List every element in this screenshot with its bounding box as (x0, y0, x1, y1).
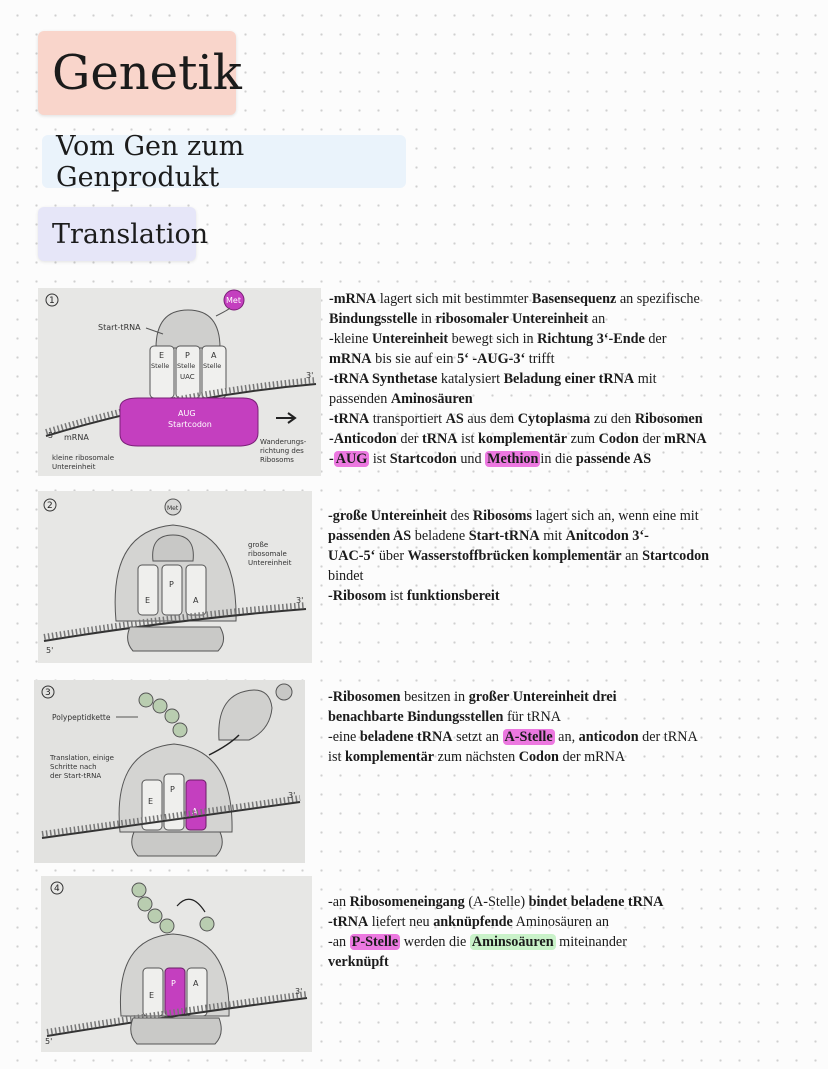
text: an (588, 311, 606, 327)
mrna-3-prime: 3' (296, 596, 304, 605)
term: komplementär (477, 431, 568, 447)
a-site-box (186, 565, 206, 615)
text: zum nächsten (434, 749, 519, 765)
text-1-line-6 (329, 389, 824, 409)
large-subunit-label-3: Untereinheit (248, 559, 292, 567)
incoming-trna-shape (219, 690, 272, 740)
a-site-letter: A (192, 807, 198, 816)
text: miteinander (555, 934, 627, 950)
text: werden die (400, 934, 470, 950)
term: Untereinheit (370, 508, 447, 524)
page-title-text: Genetik (52, 45, 242, 101)
term: Wasserstoffbrücken komplementär (407, 548, 622, 564)
term: passende AS (575, 451, 652, 467)
p-stelle-label: Stelle (177, 362, 196, 370)
figure-1-number: 1 (49, 296, 55, 306)
text-4-line-4 (328, 952, 824, 972)
text: besitzen in (400, 689, 469, 705)
term: anknüpfende (433, 914, 513, 930)
highlight-methionin: Methion (487, 451, 539, 467)
term: mRNA (664, 431, 707, 447)
term: Ribosoms (472, 508, 533, 524)
amino-acid-icon (139, 693, 153, 707)
text: in (417, 311, 436, 327)
text-1-line-9 (329, 449, 824, 469)
start-trna-shape (153, 535, 194, 561)
text: -eine (328, 729, 360, 745)
term: -tRNA (328, 914, 369, 930)
text: setzt an (452, 729, 503, 745)
text: aus dem (463, 411, 518, 427)
start-trna-label: Start-tRNA (98, 323, 141, 332)
text: beladene (411, 528, 469, 544)
text-1-line-7 (329, 409, 824, 429)
text-4-line-3 (328, 932, 824, 952)
text-block-2 (328, 506, 824, 606)
text: Aminosäuren an (512, 914, 609, 930)
large-subunit-label-1: große (248, 541, 269, 549)
p-site-letter: P (170, 785, 175, 794)
text-4-line-1 (328, 892, 824, 912)
term: Startcodon (642, 548, 710, 564)
term: Untereinheit (371, 331, 449, 347)
figure-4-number: 4 (54, 884, 60, 894)
anticodon-label: UAC (180, 373, 195, 381)
term: Basensequenz (531, 291, 617, 307)
figure-4-diagram (41, 876, 312, 1052)
term: komplementär (344, 749, 435, 765)
small-subunit-shape (132, 832, 223, 856)
term: Start-tRNA (468, 528, 540, 544)
text: ist (457, 431, 478, 447)
term: Bindungsstelle (329, 311, 418, 327)
a-site-letter: A (193, 596, 199, 605)
term: AS (445, 411, 464, 427)
term: passenden AS (328, 528, 412, 544)
figure-1 (38, 288, 321, 476)
text: ist (369, 451, 390, 467)
wander-label-2: richtung des (260, 447, 304, 455)
subtitle-text: Vom Gen zum Genprodukt (56, 130, 245, 193)
text-3-line-4 (328, 747, 824, 767)
term: ribosomaler Untereinheit (435, 311, 589, 327)
text: ist (386, 588, 407, 604)
text-3-line-3 (328, 727, 824, 747)
term: verknüpft (328, 954, 389, 970)
term: Codon (518, 749, 559, 765)
term: beladene tRNA (359, 729, 453, 745)
term: Anitcodon 3‘- (565, 528, 649, 544)
e-site-box (138, 565, 158, 615)
text: an, (554, 729, 579, 745)
mrna-3-prime: 3' (295, 987, 303, 996)
small-subunit-shape (128, 627, 224, 651)
e-site-letter: E (159, 351, 165, 360)
note-label-3: der Start-tRNA (50, 772, 102, 780)
direction-arrow-icon (276, 413, 295, 423)
term: Beladung einer tRNA (503, 371, 635, 387)
mrna-label: mRNA (64, 433, 89, 442)
text: der (638, 431, 665, 447)
wander-label-3: Ribosoms (260, 456, 294, 464)
term: -Anticodon (329, 431, 397, 447)
term: -Ribosomen (328, 689, 401, 705)
e-site-letter: E (149, 991, 155, 1000)
figure-4 (41, 876, 312, 1052)
aug-label: AUG (178, 409, 196, 418)
text-block-3 (328, 687, 824, 767)
small-subunit-label-1: kleine ribosomale (52, 454, 115, 462)
met-label: Met (226, 296, 241, 305)
text-1-line-2 (329, 309, 824, 329)
text-1-line-5 (329, 369, 824, 389)
highlight-p-stelle: P-Stelle (351, 934, 399, 950)
text-2-line-2 (328, 526, 824, 546)
p-site-box (162, 565, 182, 615)
text-3-line-1 (328, 687, 824, 707)
term: 5‘ -AUG-3‘ (457, 351, 526, 367)
term: Richtung 3‘-Ende (537, 331, 645, 347)
p-site-letter: P (185, 351, 190, 360)
page-title (38, 31, 242, 115)
figure-3 (34, 680, 305, 863)
text: -an (328, 894, 350, 910)
text-block-4 (328, 892, 824, 972)
text: zu den (590, 411, 635, 427)
e-site-letter: E (148, 797, 154, 806)
mrna-5-prime: 5' (46, 646, 54, 655)
amino-acid-icon (276, 684, 292, 700)
term: Codon (598, 431, 639, 447)
amino-acid-icon (148, 909, 162, 923)
text: der (396, 431, 423, 447)
note-label-2: Schritte nach (50, 763, 97, 771)
mrna-3-prime: 3' (288, 791, 296, 800)
text: passenden (329, 391, 391, 407)
term: -große (328, 508, 368, 524)
term: Startcodon (389, 451, 457, 467)
e-stelle-label: Stelle (151, 362, 170, 370)
term: -Ribosom (328, 588, 387, 604)
text: bis sie auf ein (371, 351, 458, 367)
term: bindet beladene tRNA (528, 894, 664, 910)
term: Ribosomeneingang (349, 894, 465, 910)
figure-2 (38, 491, 312, 663)
text: (A-Stelle) (464, 894, 529, 910)
text: an (621, 548, 643, 564)
amino-acid-icon (132, 883, 146, 897)
text: des (446, 508, 473, 524)
term: mRNA (329, 351, 372, 367)
highlight-aug: AUG (335, 451, 368, 467)
text-2-line-5 (328, 586, 824, 606)
amino-acid-icon (153, 699, 167, 713)
term: Aminosäuren (390, 391, 473, 407)
term: tRNA (422, 431, 458, 447)
startcodon-label: Startcodon (168, 420, 212, 429)
p-site-letter: P (171, 979, 176, 988)
text-4-line-2 (328, 912, 824, 932)
text: in die (540, 451, 576, 467)
e-site-letter: E (145, 596, 151, 605)
figure-2-diagram (38, 491, 312, 663)
figure-1-diagram (38, 288, 321, 476)
text: bewegt sich in (448, 331, 538, 347)
term: -tRNA Synthetase (329, 371, 438, 387)
text: der tRNA (638, 729, 698, 745)
term: anticodon (578, 729, 639, 745)
highlight-a-stelle: A-Stelle (504, 729, 553, 745)
a-site-letter: A (211, 351, 217, 360)
term: Cytoplasma (517, 411, 591, 427)
section-heading-text: Translation (52, 218, 209, 250)
term: -tRNA (329, 411, 370, 427)
amino-acid-icon (173, 723, 187, 737)
mrna-3-prime: 3' (306, 371, 314, 380)
text-1-line-1 (329, 289, 824, 309)
text: zum (567, 431, 599, 447)
term: funktionsbereit (406, 588, 500, 604)
term: - (329, 451, 334, 467)
start-trna-shape (156, 310, 220, 348)
a-site-box (186, 780, 206, 830)
term: benachbarte Bindungsstellen (328, 709, 504, 725)
note-label-1: Translation, einige (50, 754, 114, 762)
mrna-5-prime: 5' (45, 1037, 53, 1046)
text: ist (328, 749, 345, 765)
p-site-box (164, 774, 184, 830)
text: liefert neu (368, 914, 434, 930)
text: -kleine (329, 331, 372, 347)
small-subunit-label-2: Untereinheit (52, 463, 96, 471)
small-subunit-shape (131, 1018, 222, 1044)
text: trifft (525, 351, 555, 367)
text: über (375, 548, 408, 564)
met-label: Met (167, 505, 179, 512)
text-2-line-3 (328, 546, 824, 566)
a-site-letter: A (193, 979, 199, 988)
large-subunit-label-2: ribosomale (248, 550, 287, 558)
text-2-line-1 (328, 506, 824, 526)
text: der (644, 331, 667, 347)
text: lagert sich mit bestimmter (376, 291, 532, 307)
text-1-line-8 (329, 429, 824, 449)
p-site-letter: P (169, 580, 174, 589)
text: katalysiert (437, 371, 504, 387)
text: mit (539, 528, 566, 544)
text-1-line-4 (329, 349, 824, 369)
amino-acid-icon (138, 897, 152, 911)
text: für tRNA (503, 709, 561, 725)
text: und (456, 451, 486, 467)
amino-acid-icon (200, 917, 214, 931)
subtitle (42, 130, 406, 193)
figure-2-number: 2 (47, 501, 53, 511)
text: bindet (328, 568, 364, 584)
mrna-5-prime: 5' (48, 431, 56, 440)
text-2-line-4 (328, 566, 824, 586)
amino-acid-icon (165, 709, 179, 723)
text-block-1 (329, 289, 824, 469)
figure-3-number: 3 (45, 688, 51, 698)
a-stelle-label: Stelle (203, 362, 222, 370)
text: lagert sich an, wenn eine mit (532, 508, 699, 524)
highlight-aminosaeuren: Aminsoäuren (471, 934, 554, 950)
text: an spezifische (616, 291, 700, 307)
transfer-arrow-icon (177, 899, 205, 912)
term: Ribosomen (634, 411, 703, 427)
amino-acid-icon (160, 919, 174, 933)
term: großer Untereinheit drei (468, 689, 617, 705)
term: UAC-5‘ (328, 548, 376, 564)
term: -mRNA (329, 291, 377, 307)
wander-label-1: Wanderungs- (260, 438, 307, 446)
text: transportiert (369, 411, 446, 427)
text: mit (634, 371, 657, 387)
text: -an (328, 934, 350, 950)
polypeptide-label: Polypeptidkette (52, 713, 111, 722)
met-link (216, 308, 230, 316)
figure-3-diagram (34, 680, 305, 863)
text: der mRNA (558, 749, 626, 765)
text-1-line-3 (329, 329, 824, 349)
section-heading (38, 207, 209, 261)
text-3-line-2 (328, 707, 824, 727)
